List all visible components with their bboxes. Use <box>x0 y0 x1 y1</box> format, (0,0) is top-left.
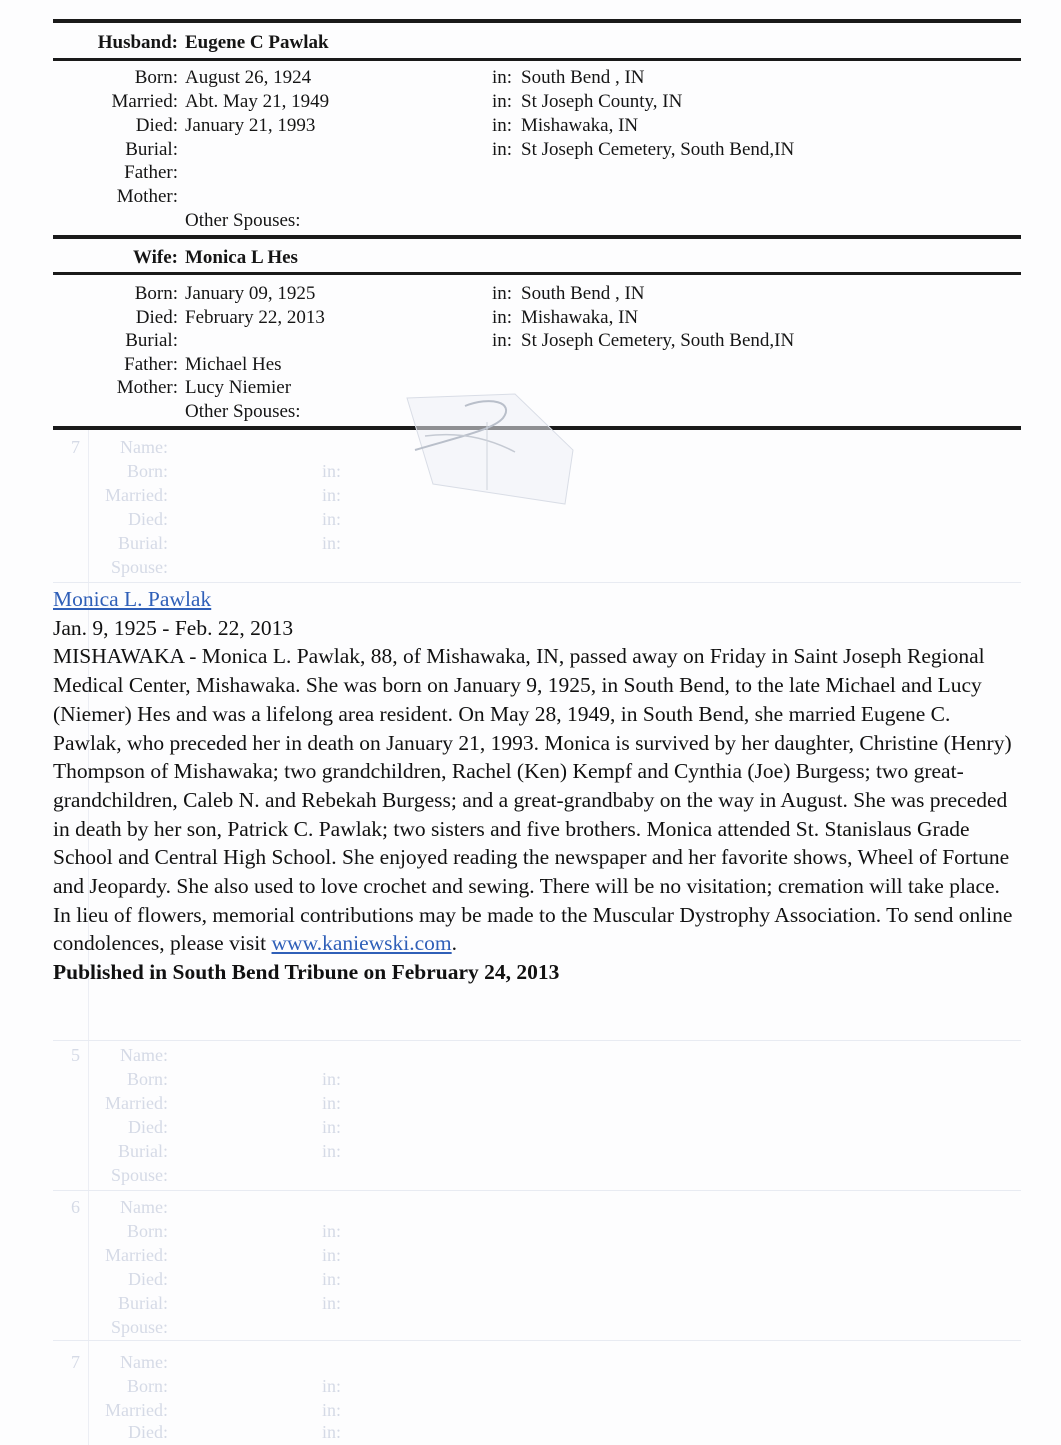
row-place: South Bend , IN <box>521 283 645 304</box>
obituary-dates: Jan. 9, 1925 - Feb. 22, 2013 <box>53 615 294 640</box>
background-in-label: in: <box>322 509 342 529</box>
husband-heading-label: Husband: <box>97 32 178 53</box>
row-place: St Joseph Cemetery, South Bend,IN <box>521 330 795 351</box>
wife-divider <box>53 272 1021 275</box>
background-in-label: in: <box>322 533 342 553</box>
top-divider <box>53 19 1021 23</box>
background-number: 6 <box>71 1197 80 1217</box>
background-label: Burial: <box>118 1293 168 1313</box>
row-label: Burial: <box>125 330 178 351</box>
row-in-label: in: <box>492 330 513 351</box>
row-value: Abt. May 21, 1949 <box>185 91 330 112</box>
row-place: Mishawaka, IN <box>521 115 639 136</box>
background-label: Born: <box>126 1376 168 1396</box>
row-place: St Joseph Cemetery, South Bend,IN <box>521 139 795 160</box>
row-in-label: in: <box>492 67 513 88</box>
obituary-body: MISHAWAKA - Monica L. Pawlak, 88, of Mishawaka, IN, passed away on Friday in Saint Joseph Regional Medical Center, Mishawaka. She was born on January 9, 1925, in South Bend, to the late Michael and Lucy (Niemer) Hes and was a lifelong area resident. On May 28, 1949, in South Bend, she married Eugene C. Pawlak, who preceded her in death on January 21, 1993. Monica is survived by her daughter, Christine (Henry) Thompson of Mishawaka; two grandchildren, Rachel (Ken) Kempf and Cynthia (Joe) Burgess; two great-grandchildren, Caleb N. and Rebekah Burgess; and a great-grandbaby on the way in August. She was preceded in death by her son, Patrick C. Pawlak; two sisters and five brothers. Monica attended St. Stanislaus Grade School and Central High School. She enjoyed reading the newspaper and her favorite shows, Wheel of Fortune and Jeopardy. She also used to love crochet and sewing. There will be no visitation; cremation will take place. In lieu of flowers, memorial contributions may be made to the Muscular Dystrophy Association. To send online condolences, please visit <box>53 644 1013 956</box>
row-value: Lucy Niemier <box>185 377 292 398</box>
row-place: St Joseph County, IN <box>521 91 683 112</box>
background-label: Born: <box>126 1221 168 1241</box>
background-label: Name: <box>120 437 168 457</box>
background-label: Burial: <box>118 1141 168 1161</box>
background-label: Name: <box>120 1352 168 1372</box>
row-place: Mishawaka, IN <box>521 307 639 328</box>
background-in-label: in: <box>322 1093 342 1113</box>
husband-divider <box>53 58 1021 61</box>
row-label: Burial: <box>125 139 178 160</box>
background-in-label: in: <box>322 1422 342 1442</box>
obituary-published-line: Published in South Bend Tribune on February 24, 2013 <box>53 960 560 985</box>
background-divider <box>53 1040 1021 1041</box>
row-label: Born: <box>134 67 178 88</box>
background-in-label: in: <box>322 1117 342 1137</box>
obituary-website-trailing: . <box>451 931 458 956</box>
background-in-label: in: <box>322 1141 342 1161</box>
background-label: Name: <box>120 1045 168 1065</box>
background-label: Died: <box>128 1422 168 1442</box>
background-label: Born: <box>126 1069 168 1089</box>
background-label: Died: <box>128 1269 168 1289</box>
row-in-label: in: <box>492 283 513 304</box>
wife-heading-label: Wife: <box>132 247 178 268</box>
background-label: Spouse: <box>110 557 168 577</box>
row-value: August 26, 1924 <box>185 67 312 88</box>
wife-name: Monica L Hes <box>185 247 298 268</box>
obituary <box>53 585 1021 987</box>
row-in-label: in: <box>492 139 513 160</box>
background-number: 7 <box>71 1352 80 1372</box>
row-label: Mother: <box>116 186 178 207</box>
row-label: Died: <box>135 115 178 136</box>
row-label: Father: <box>124 354 178 375</box>
background-label: Died: <box>128 509 168 529</box>
background-label: Married: <box>105 1093 168 1113</box>
row-in-label: in: <box>492 115 513 136</box>
background-label: Born: <box>126 461 168 481</box>
background-number: 7 <box>71 437 80 457</box>
background-label: Burial: <box>118 533 168 553</box>
background-in-label: in: <box>322 1069 342 1089</box>
background-label: Spouse: <box>110 1165 168 1185</box>
row-value: February 22, 2013 <box>185 307 325 328</box>
background-number: 5 <box>71 1045 80 1065</box>
row-label: Died: <box>135 307 178 328</box>
background-divider <box>53 1190 1021 1191</box>
obituary-text <box>53 642 1021 958</box>
background-in-label: in: <box>322 485 342 505</box>
tape-icon <box>395 392 595 512</box>
background-label: Married: <box>105 1245 168 1265</box>
background-label: Spouse: <box>110 1317 168 1337</box>
row-value: January 09, 1925 <box>185 283 316 304</box>
obituary-title-link[interactable]: Monica L. Pawlak <box>53 587 212 611</box>
background-divider <box>53 1340 1021 1341</box>
background-in-label: in: <box>322 1293 342 1313</box>
background-in-label: in: <box>322 461 342 481</box>
background-divider <box>53 582 1021 583</box>
background-in-label: in: <box>322 1221 342 1241</box>
row-in-label: in: <box>492 307 513 328</box>
row-value: January 21, 1993 <box>185 115 316 136</box>
obituary-website-link[interactable]: www.kaniewski.com <box>271 931 452 956</box>
background-in-label: in: <box>322 1376 342 1396</box>
row-value: Michael Hes <box>185 354 282 375</box>
background-in-label: in: <box>322 1245 342 1265</box>
background-label: Married: <box>105 485 168 505</box>
other-spouses-label: Other Spouses: <box>185 401 301 422</box>
background-label: Married: <box>105 1400 168 1420</box>
row-label: Father: <box>124 162 178 183</box>
other-spouses-label: Other Spouses: <box>185 210 301 231</box>
husband-name: Eugene C Pawlak <box>185 32 329 53</box>
background-in-label: in: <box>322 1269 342 1289</box>
row-label: Born: <box>134 283 178 304</box>
wife-top-divider <box>53 235 1021 239</box>
row-label: Mother: <box>116 377 178 398</box>
background-in-label: in: <box>322 1400 342 1420</box>
row-in-label: in: <box>492 91 513 112</box>
background-label: Name: <box>120 1197 168 1217</box>
background-label: Died: <box>128 1117 168 1137</box>
row-place: South Bend , IN <box>521 67 645 88</box>
row-label: Married: <box>111 91 178 112</box>
